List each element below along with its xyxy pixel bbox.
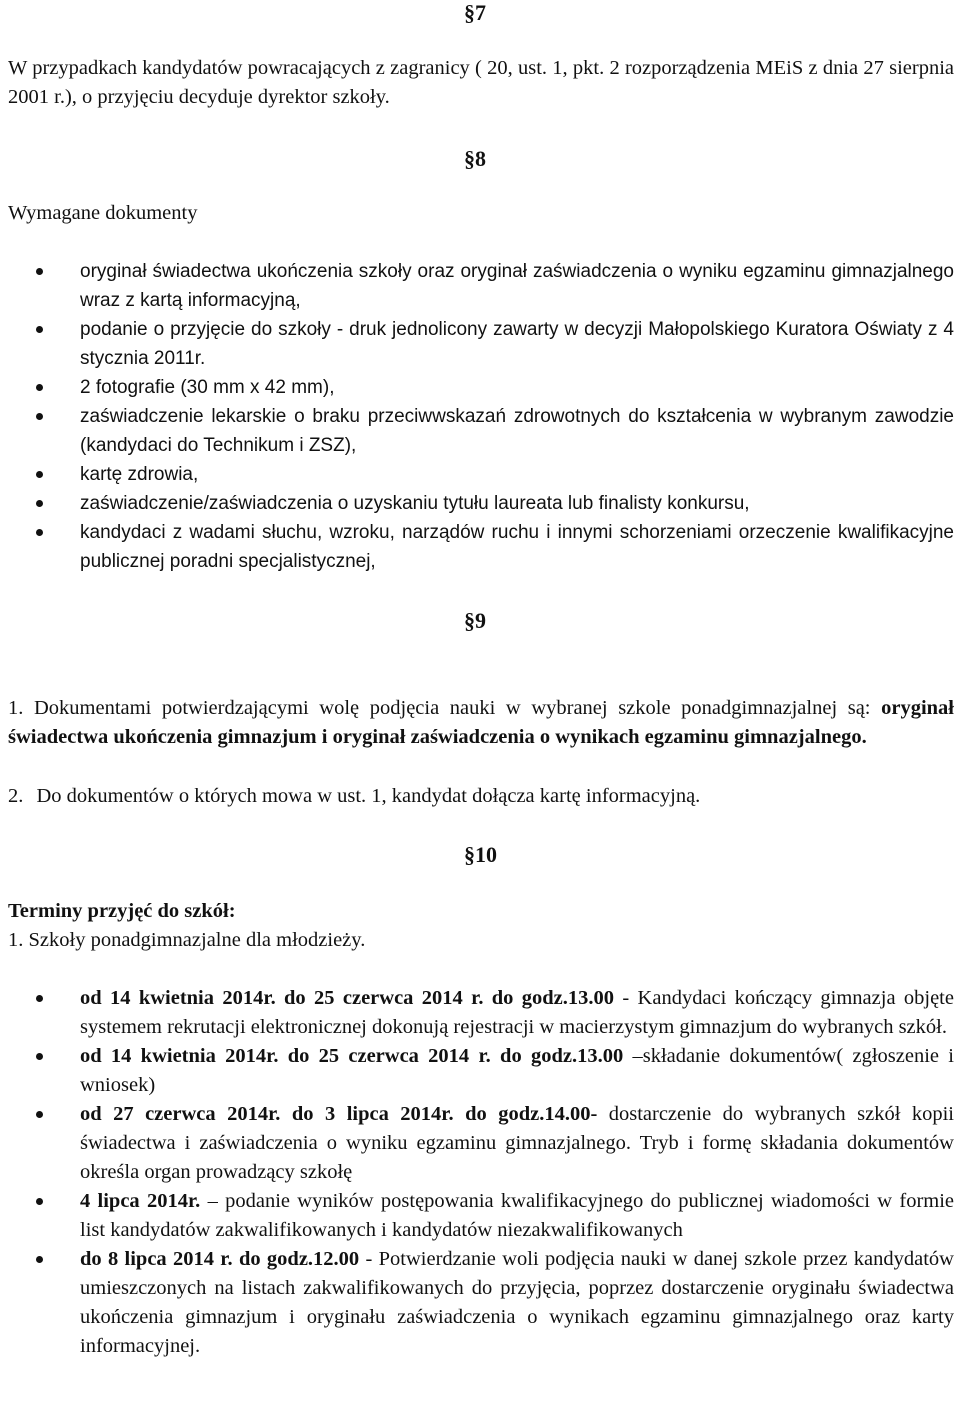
schedule-item bbox=[8, 1187, 954, 1245]
schedule-item bbox=[8, 1245, 954, 1361]
point-number: 1. bbox=[8, 697, 24, 719]
schedule-item bbox=[8, 1100, 954, 1187]
section-9-point-1 bbox=[8, 694, 954, 752]
schedule-date: od 14 kwietnia 2014r. do 25 czerwca 2014 r. do godz.13.00 bbox=[80, 987, 615, 1009]
section-10-heading: §10 bbox=[464, 842, 497, 867]
section-9-heading: §9 bbox=[464, 608, 486, 633]
section-10-subtitle: 1. Szkoły ponadgimnazjalne dla młodzieży. bbox=[8, 929, 366, 951]
schedule-text: - Potwierdzanie woli podjęcia nauki w danej szkole przez kandydatów umieszczonych na listach zakwalifikowanych do przyjęcia, poprzez dostarczenie oryginału świadectwa ukończenia gimnazjum i oryginału zaświadczenia o wynikach egzaminu gimnazjalnego oraz karty informacyjnej. bbox=[80, 1248, 954, 1357]
point-bold-text: oryginał świadectwa ukończenia gimnazjum i oryginał zaświadczenia o wynikach egzaminu gimnazjalnego. bbox=[8, 697, 955, 748]
section-9-point-2 bbox=[8, 782, 954, 811]
schedule-date: od 14 kwietnia 2014r. do 25 czerwca 2014 r. do godz.13.00 bbox=[80, 1045, 624, 1067]
list-item: podanie o przyjęcie do szkoły - druk jednolicony zawarty w decyzji Małopolskiego Kuratora Oświaty z 4 stycznia 2011r. bbox=[8, 315, 954, 373]
list-item: 2 fotografie (30 mm x 42 mm), bbox=[8, 373, 954, 402]
point-text: Do dokumentów o których mowa w ust. 1, kandydat dołącza kartę informacyjną. bbox=[36, 785, 701, 807]
schedule-text: –składanie dokumentów( zgłoszenie i wniosek) bbox=[80, 1045, 954, 1096]
required-documents-list bbox=[8, 257, 954, 576]
schedule-date: 4 lipca 2014r. bbox=[80, 1190, 201, 1212]
list-item: zaświadczenie/zaświadczenia o uzyskaniu tytułu laureata lub finalisty konkursu, bbox=[8, 489, 954, 518]
point-text: Dokumentami potwierdzającymi wolę podjęcia nauki w wybranej szkole ponadgimnazjalnej są: bbox=[33, 697, 882, 719]
list-item: kartę zdrowia, bbox=[8, 460, 954, 489]
section-10-subheading: Terminy przyjęć do szkół: bbox=[8, 900, 236, 922]
section-7-paragraph: W przypadkach kandydatów powracających z zagranicy ( 20, ust. 1, pkt. 2 rozporządzenia MEiS z dnia 27 sierpnia 2001 r.), o przyjęciu decyduje dyrektor szkoły. bbox=[8, 57, 954, 108]
schedule-text: - Kandydaci kończący gimnazja objęte systemem rekrutacji elektronicznej dokonują rejestracji w macierzystym gimnazjum do wybranych szkół. bbox=[80, 987, 954, 1038]
schedule-date: od 27 czerwca 2014r. do 3 lipca 2014r. do godz.14.00- bbox=[80, 1103, 598, 1125]
schedule-text: – podanie wyników postępowania kwalifikacyjnego do publicznej wiadomości w formie list kandydatów zakwalifikowanych i kandydatów niezakwalifikowanych bbox=[80, 1190, 955, 1241]
point-number: 2. bbox=[8, 785, 24, 807]
section-8-subheading: Wymagane dokumenty bbox=[8, 202, 198, 224]
schedule-text: dostarczenie do wybranych szkół kopii świadectwa i zaświadczenia o wyniku egzaminu gimnazjalnego. Tryb i formę składania dokumentów określa organ prowadzący szkołę bbox=[80, 1103, 955, 1183]
list-item: kandydaci z wadami słuchu, wzroku, narządów ruchu i innymi schorzeniami orzeczenie kwalifikacyjne publicznej poradni specjalistycznej, bbox=[8, 518, 954, 576]
list-item: oryginał świadectwa ukończenia szkoły oraz oryginał zaświadczenia o wyniku egzaminu gimnazjalnego wraz z kartą informacyjną, bbox=[8, 257, 954, 315]
schedule-item bbox=[8, 984, 954, 1042]
list-item: zaświadczenie lekarskie o braku przeciwwskazań zdrowotnych do kształcenia w wybranym zawodzie (kandydaci do Technikum i ZSZ), bbox=[8, 402, 954, 460]
schedule-item bbox=[8, 1042, 954, 1100]
section-7-heading: §7 bbox=[464, 0, 486, 25]
section-8-heading: §8 bbox=[464, 146, 486, 171]
schedule-list bbox=[8, 984, 954, 1361]
schedule-date: do 8 lipca 2014 r. do godz.12.00 bbox=[80, 1248, 360, 1270]
